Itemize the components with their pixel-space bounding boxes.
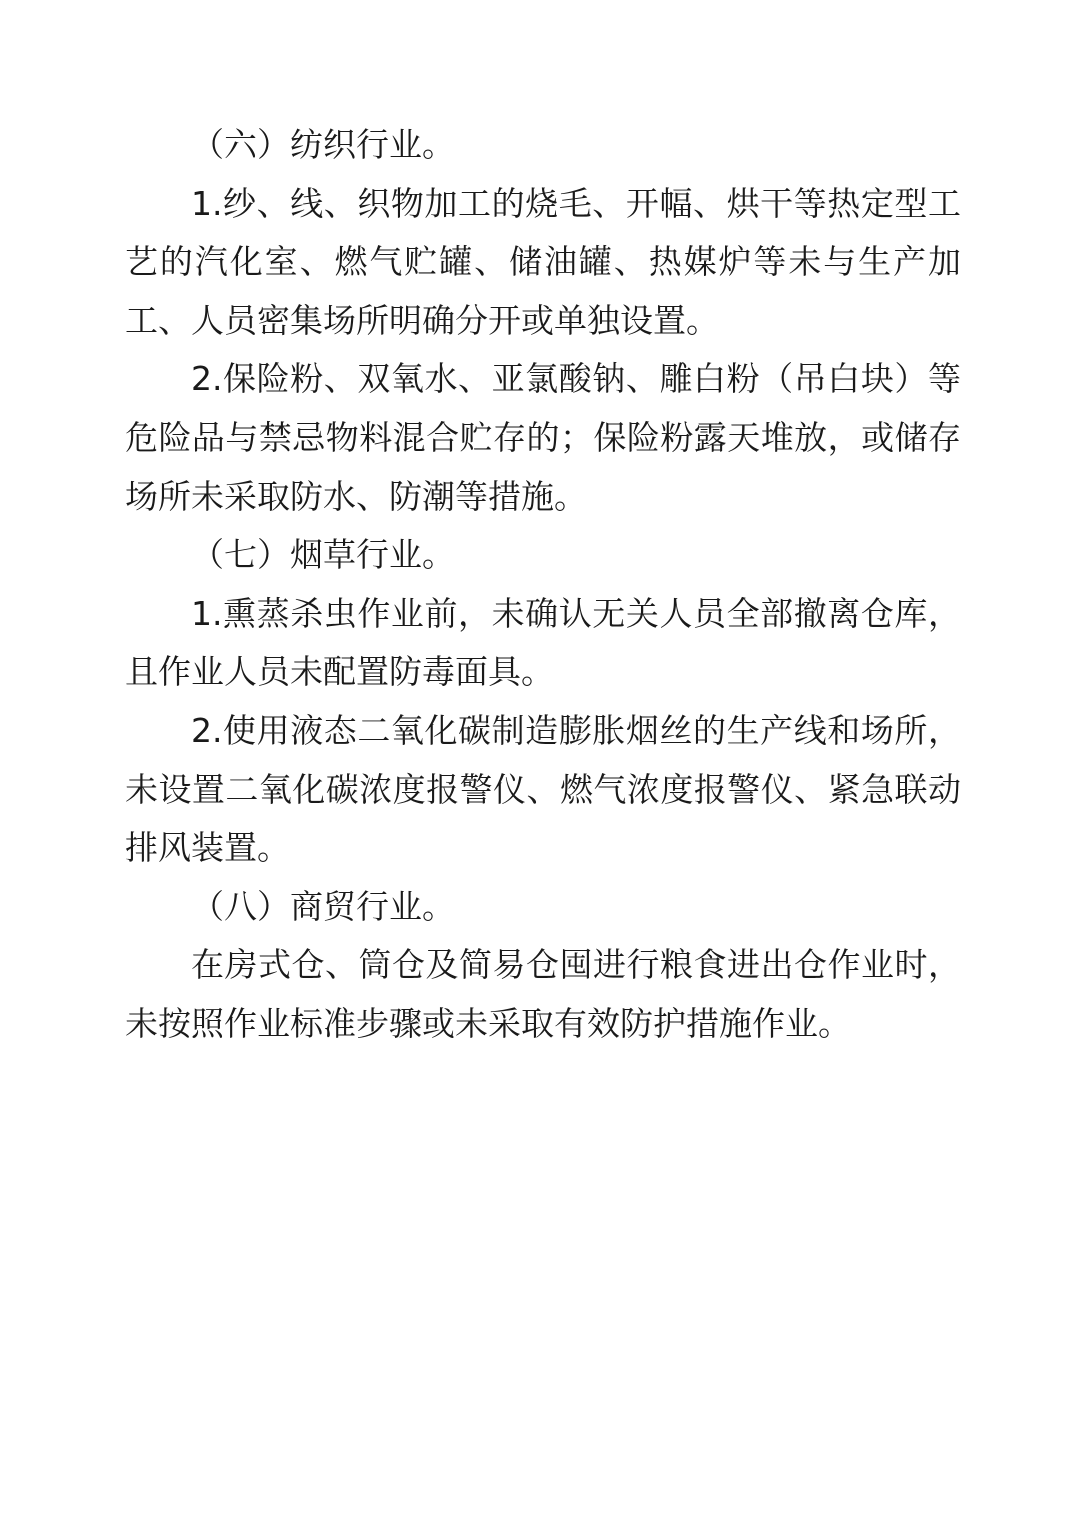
section-heading-textile: （六）纺织行业。 [191,125,455,164]
commerce-item: 在房式仓、筒仓及简易仓囤进行粮食进出仓作业时，未按照作业标准步骤或未采取有效防护措施作业。 [125,945,961,1043]
section-heading-tobacco: （七）烟草行业。 [191,535,455,575]
document-page [125,116,961,1054]
tobacco-item-1: 1.熏蒸杀虫作业前，未确认无关人员全部撤离仓库，且作业人员未配置防毒面具。 [125,593,961,692]
tobacco-item-2: 2.使用液态二氧化碳制造膨胀烟丝的生产线和场所，未设置二氧化碳浓度报警仪、燃气浓度报警仪、紧急联动排风装置。 [125,710,961,868]
section-heading-commerce: （八）商贸行业。 [191,886,455,926]
textile-item-2: 2.保险粉、双氧水、亚氯酸钠、雕白粉（吊白块）等危险品与禁忌物料混合贮存的；保险粉露天堆放，或储存场所未采取防水、防潮等措施。 [125,359,961,516]
textile-item-1: 1.纱、线、织物加工的烧毛、开幅、烘干等热定型工艺的汽化室、燃气贮罐、储油罐、热媒炉等未与生产加工、人员密集场所明确分开或单独设置。 [125,183,961,340]
